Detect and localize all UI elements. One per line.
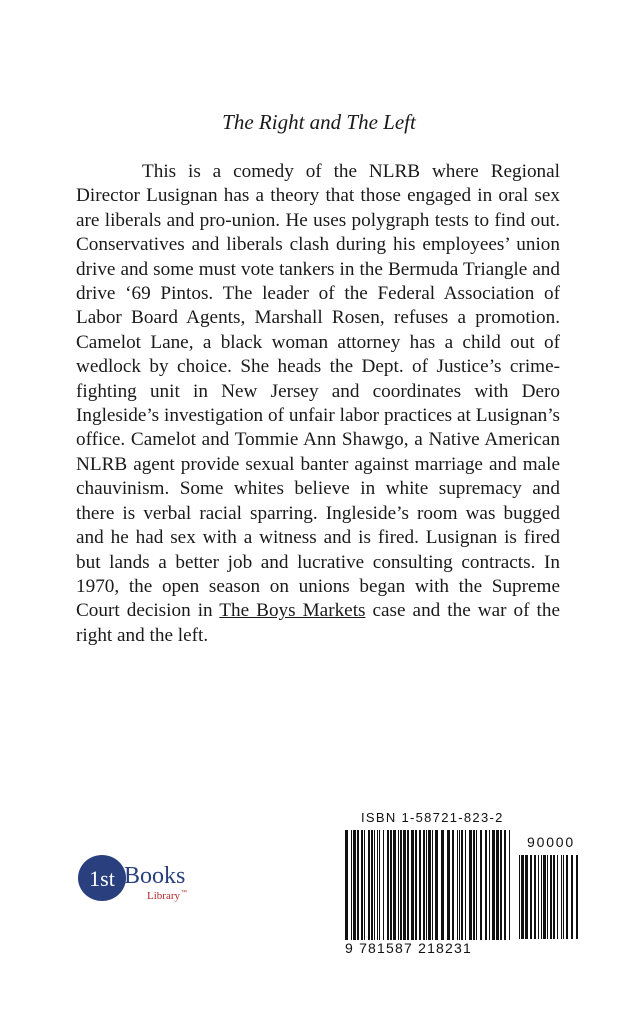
barcode-bar	[393, 830, 396, 940]
book-description	[76, 160, 560, 648]
barcode-bar	[398, 830, 399, 940]
logo-trademark: ™	[181, 890, 187, 896]
ean-digits: 9 781587 218231	[345, 940, 515, 956]
barcode-bar	[357, 830, 359, 940]
barcode-bar	[353, 830, 356, 940]
barcode-bar	[379, 830, 380, 940]
barcode-bar	[566, 855, 568, 939]
barcode-bar	[550, 855, 552, 939]
barcode-bar	[525, 855, 528, 939]
barcode-bar	[480, 830, 482, 940]
barcode-bar	[364, 830, 365, 940]
barcode-bar	[390, 830, 392, 940]
addon-digits: 90000	[527, 834, 575, 850]
description-text-part-2: case and the war of the right and the left.	[76, 600, 560, 646]
barcode-bar	[423, 830, 425, 940]
barcode-bar	[411, 830, 414, 940]
barcode-bar	[415, 830, 417, 940]
barcode-bar	[441, 830, 444, 940]
barcode-bar	[519, 855, 520, 939]
logo-books: Books	[124, 863, 186, 889]
barcode-bar	[452, 830, 454, 940]
case-name: The Boys Markets	[219, 600, 366, 622]
isbn-label: ISBN 1-58721-823-2	[361, 810, 504, 825]
description-text-part-1: This is a comedy of the NLRB where Regional Director Lusignan has a theory that those engaged in oral sex are liberals and pro-union. He uses polygraph tests to find out. Conservatives and liberals clash during his employees’ union drive and some must vote tankers in the Bermuda Triangle and drive ‘69 Pintos. The leader of the Federal Association of Labor Board Agents, Marshall Rosen, refuses a promotion. Camelot Lane, a black woman attorney has a child out of wedlock by choice. She heads the Dept. of Justice’s crime-fighting unit in New Jersey and coordinates with Dero Ingleside’s investigation of unfair labor practices at Lusignan’s office. Camelot and Tommie Ann Shawgo, a Native American NLRB agent provide sexual banter against marriage and male chauvinism. Some whites believe in white supremacy and there is verbal racial sparring. Ingleside’s room was bugged and he had sex with a witness and is fired. Lusignan is fired but lands a better job and lucrative consulting contracts. In 1970, the open season on unions began with the Supreme Court decision in	[76, 161, 560, 622]
barcode-bar	[351, 830, 352, 940]
barcode-bar	[428, 830, 431, 940]
barcode-bar	[447, 830, 450, 940]
barcode-bar	[530, 855, 532, 939]
barcode-bar	[469, 830, 472, 940]
book-title: The Right and The Left	[222, 110, 416, 134]
ean-barcode	[344, 830, 512, 940]
barcode-bar	[485, 830, 487, 940]
barcode-bar	[541, 855, 542, 939]
barcode-bar	[345, 830, 348, 940]
barcode-bar	[521, 855, 524, 939]
barcode-bar	[374, 830, 375, 940]
addon-barcode	[518, 855, 582, 939]
barcode-bar	[561, 855, 562, 939]
barcode-bar	[553, 855, 555, 939]
barcode-bar	[547, 855, 548, 939]
barcode-bar	[557, 855, 558, 939]
barcode-bar	[496, 830, 499, 940]
barcode-bar	[476, 830, 477, 940]
barcode-bar	[377, 830, 378, 940]
barcode-bar	[543, 855, 546, 939]
barcode-bar	[387, 830, 389, 940]
barcode-bar	[504, 830, 506, 940]
barcode-bar	[538, 855, 539, 939]
barcode-bar	[435, 830, 438, 940]
barcode-bar	[500, 830, 502, 940]
barcode-bar	[383, 830, 384, 940]
publisher-logo	[76, 850, 196, 906]
barcode-bar	[457, 830, 458, 940]
barcode-bar	[509, 830, 510, 940]
barcode-bar	[563, 855, 564, 939]
barcode-bar	[473, 830, 475, 940]
barcode-bar	[465, 830, 466, 940]
barcode-bar	[407, 830, 409, 940]
barcode-bar	[489, 830, 490, 940]
barcode-bar	[534, 855, 536, 939]
barcode-bar	[419, 830, 421, 940]
barcode-bar	[368, 830, 370, 940]
logo-number: 1st	[89, 866, 115, 891]
barcode-bar	[400, 830, 402, 940]
logo-library: Library	[147, 890, 180, 902]
barcode-bar	[492, 830, 495, 940]
barcode-bar	[426, 830, 427, 940]
barcode-bar	[403, 830, 406, 940]
barcode-bar	[361, 830, 363, 940]
barcode-bar	[576, 855, 578, 939]
barcode-bar	[461, 830, 463, 940]
barcode-bar	[371, 830, 373, 940]
barcode-bar	[571, 855, 573, 939]
barcode-bar	[459, 830, 460, 940]
barcode-bar	[432, 830, 433, 940]
